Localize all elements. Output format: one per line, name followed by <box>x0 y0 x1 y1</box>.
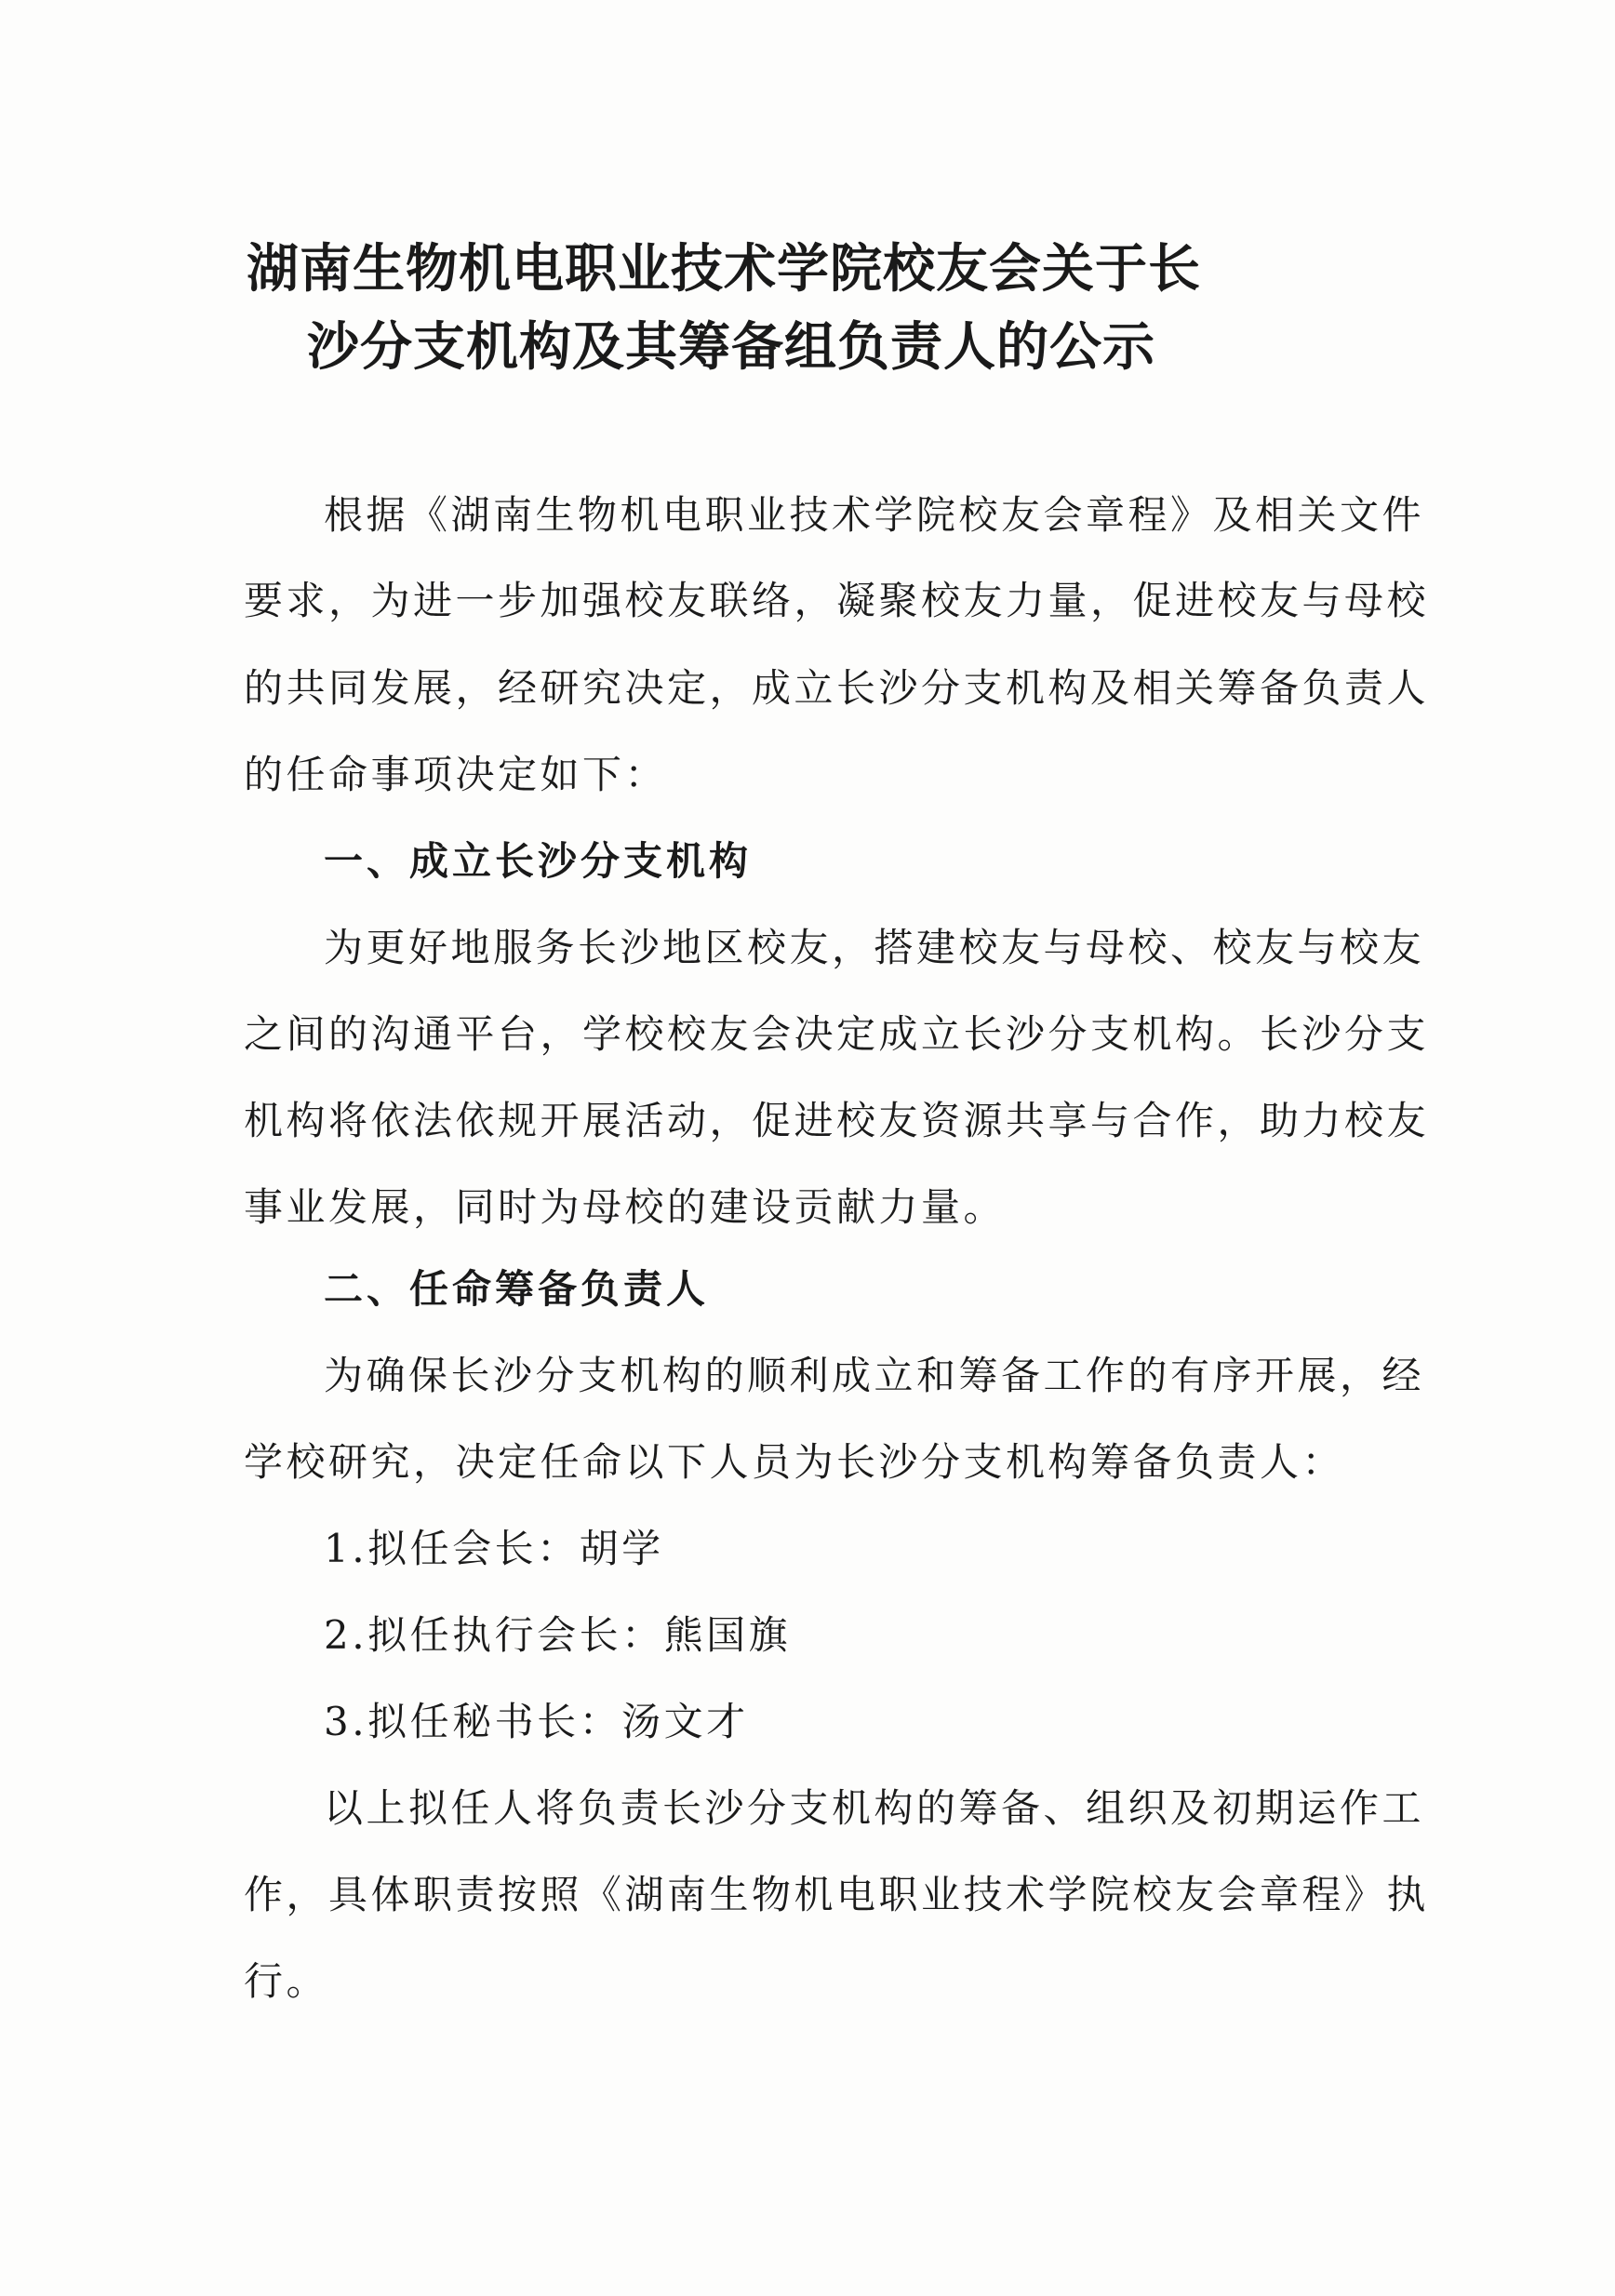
appointment-item: 2.拟任执行会长：熊国旗 <box>324 1612 792 1658</box>
intro-line-2: 要求，为进一步加强校友联络，凝聚校友力量，促进校友与母校 <box>244 578 1430 623</box>
document-title-line-2: 沙分支机构及其筹备组负责人的公示 <box>307 317 1155 378</box>
section-2-line-1: 为确保长沙分支机构的顺利成立和筹备工作的有序开展，经 <box>324 1353 1425 1398</box>
intro-line-3: 的共同发展，经研究决定，成立长沙分支机构及相关筹备负责人 <box>244 665 1430 711</box>
intro-line-1: 根据《湖南生物机电职业技术学院校友会章程》及相关文件 <box>324 492 1425 538</box>
section-1-heading: 一、成立长沙分支机构 <box>324 838 753 884</box>
section-1-line-2: 之间的沟通平台，学校校友会决定成立长沙分支机构。长沙分支 <box>244 1011 1430 1057</box>
section-1-line-3: 机构将依法依规开展活动，促进校友资源共享与合作，助力校友 <box>244 1098 1430 1143</box>
closing-line-2: 作，具体职责按照《湖南生物机电职业技术学院校友会章程》执 <box>244 1872 1430 1917</box>
section-2-heading: 二、任命筹备负责人 <box>324 1266 710 1312</box>
section-2-line-2: 学校研究，决定任命以下人员为长沙分支机构筹备负责人： <box>244 1439 1345 1485</box>
closing-line-1: 以上拟任人将负责长沙分支机构的筹备、组织及初期运作工 <box>324 1785 1425 1831</box>
appointment-item: 1.拟任会长：胡学 <box>324 1526 664 1571</box>
intro-line-4: 的任命事项决定如下： <box>244 752 668 797</box>
closing-line-3: 行。 <box>244 1958 329 2004</box>
section-1-line-1: 为更好地服务长沙地区校友，搭建校友与母校、校友与校友 <box>324 925 1425 970</box>
document-title-line-1: 湖南生物机电职业技术学院校友会关于长 <box>247 239 1201 300</box>
section-1-line-4: 事业发展，同时为母校的建设贡献力量。 <box>244 1184 1007 1230</box>
appointment-item: 3.拟任秘书长：汤文才 <box>324 1699 749 1744</box>
